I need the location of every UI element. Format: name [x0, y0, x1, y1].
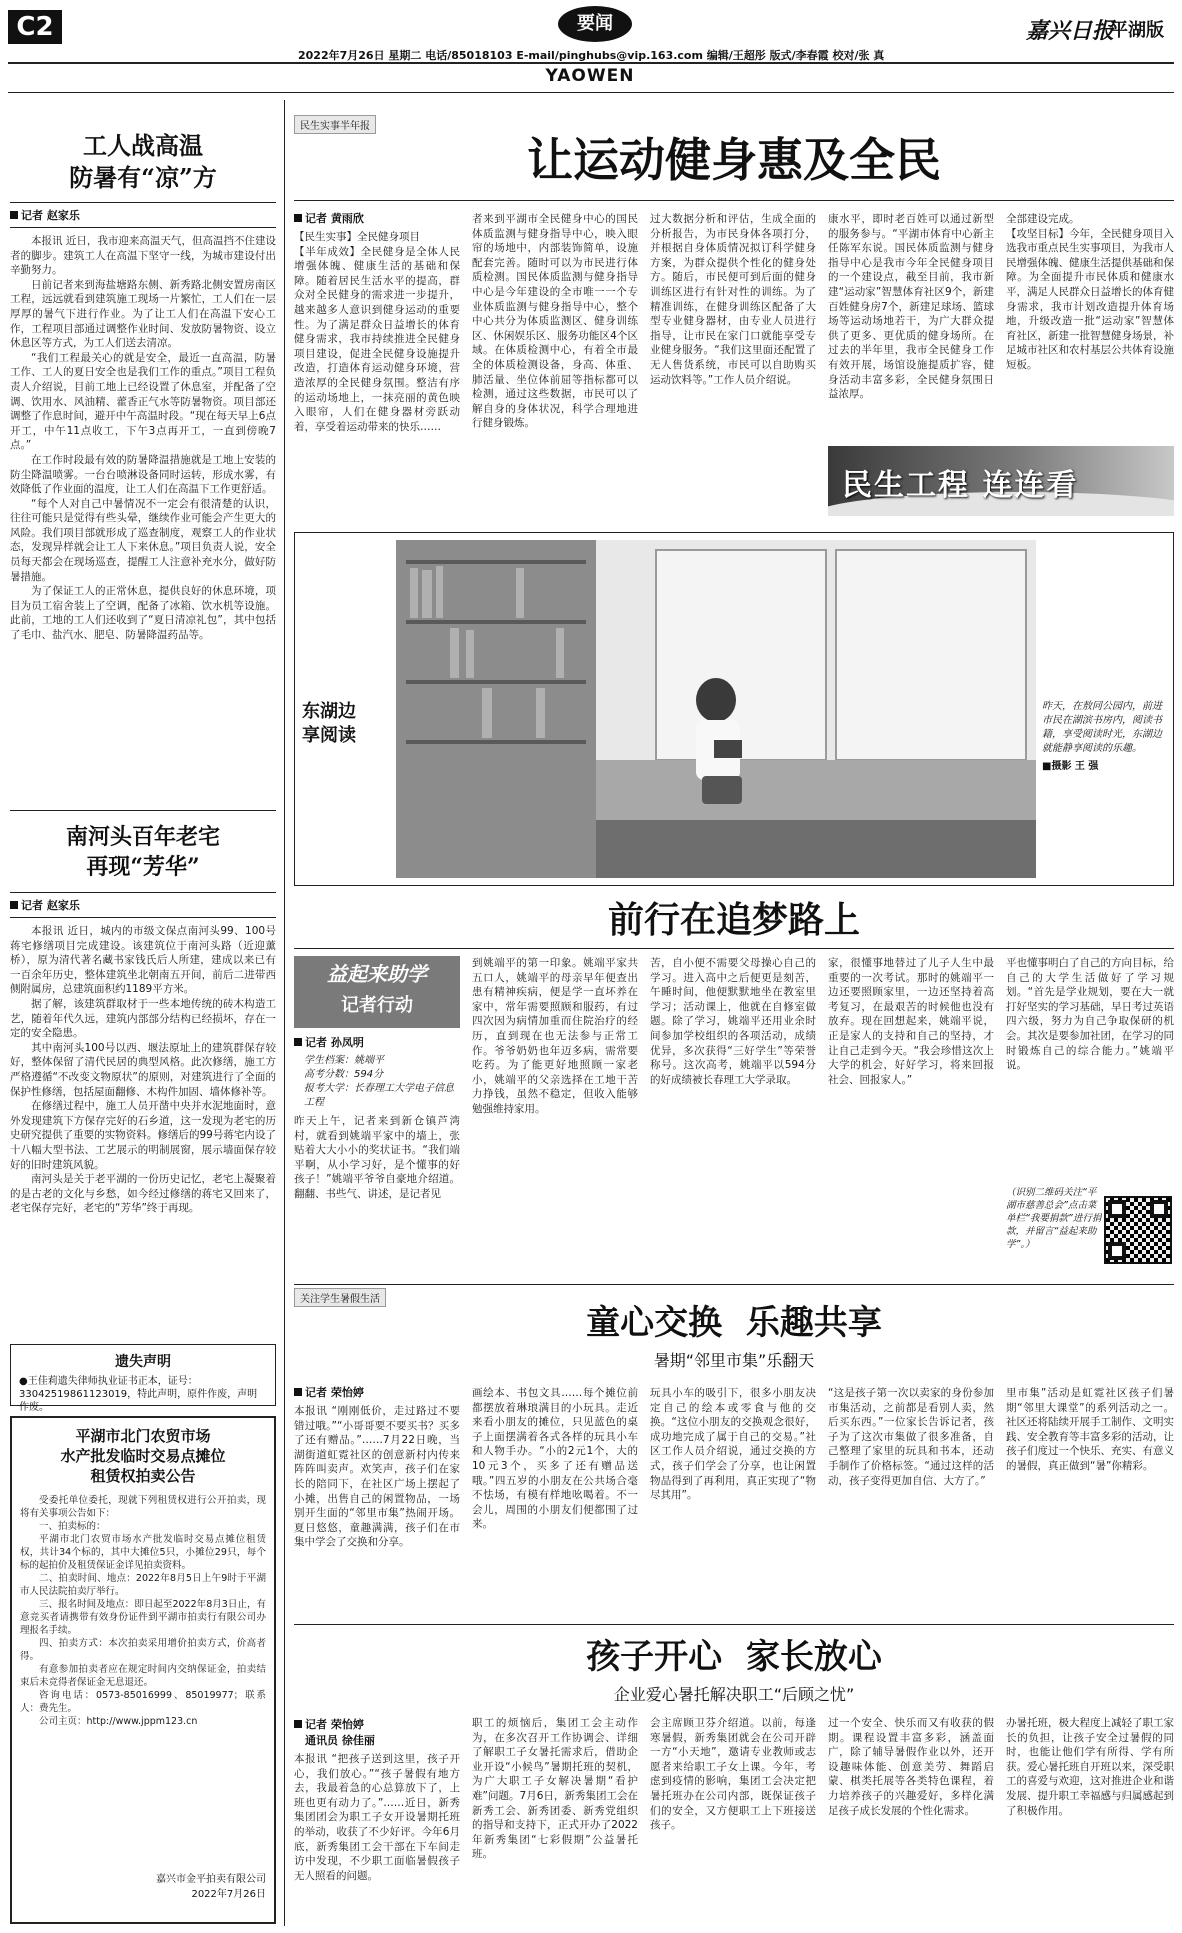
auction-notice-box	[10, 1416, 276, 1924]
article-dream-col4: 家，很懂事地替过了儿子人生中最重要的一次考试。那时的姚端平一边还要照顾家里，一边还坚持着高考复习，在最艰苦的时候他也没有放弃。现在回想起来，姚端平说，正是家人的支持和自己的坚持，才让自己走到今天。“我会珍惜这次上大学的机会，好好学习，将来回报社会、回报家人。”	[828, 957, 994, 1086]
article-care-col3: 会主席顾卫芬介绍道。以前，每逢寒暑假，新秀集团就会在公司开辟一方“小天地”，邀请专业教师或志愿者来给职工子女上课。今年，考虑到疫情的影响，集团工会决定把暑托班办在公司内部，既保证孩子们的安全，又方便职工上下班接送孩子。	[650, 1717, 816, 1832]
article-subtitle-market: 暑期“邻里市集”乐翻天	[653, 1351, 815, 1370]
article-title-fitness: 让运动健身惠及全民	[527, 133, 941, 187]
byline: 记者 荣怡婷	[294, 1384, 460, 1400]
article-4-rule	[294, 948, 1174, 949]
logo-line1: 益起来助学	[327, 962, 427, 986]
notice-title: 遗失声明	[115, 1354, 171, 1370]
qr-caption: （识别二维码关注“平湖市慈善总会”点击菜单栏“我要捐款”进行捐款，并留言“益起来助学”。）	[1006, 1187, 1102, 1250]
byline: 记者 赵家乐	[10, 897, 276, 913]
caption-text: 昨天，在敖同公园内，前进市民在湖滨书房内，阅读书籍，享受阅读时光，东湖边就能静享阅读的乐趣。	[1042, 701, 1162, 754]
article-title-dream: 前行在追梦路上	[607, 899, 860, 941]
article-dream-col5: 平也懂事明白了自己的方向目标，给自己的大学生活做好了学习规划。“首先是学业规划，要在大一就打好坚实的学习基础，早日考过英语四六级，努力为自己争取保研的机会。其次是要参加社团，在学习的同时锻炼自己的综合能力。”姚端平说。	[1006, 957, 1174, 1072]
article-fitness-col3: 过大数据分析和评估，生成全面的分析报告，为市民身体各项打分，并根据自身体质情况拟订科学健身方案，为群众提供个性化的健身处方。随后，市民便可到后面的健身训练区进行有针对性的训练。为了精准训练，在健身训练区配备了大型专业健身器材，由专业人员进行指导，让市民在家门口就能享受专业健身服务。“我们这里面还配置了无人售货系统，市民可以自助购买运动饮料等。”工作人员介绍说。	[650, 213, 816, 386]
section-en-label: YAOWEN	[545, 66, 635, 86]
article-body: 本报讯 “刚刚低价，走过路过不要错过哦。”“小哥哥要不要买书？买多了还有赠品。”……7月22日晚，当湖街道虹霓社区的创意新村内传来阵阵叫卖声。欢笑声，孩子们在家长的陪同下，在社区广场上摆起了小摊，出售自己的闲置物品，一场别开生面的“邻里市集”热闹开场。夏日悠悠，童趣满满，孩子们在市集中学会了交换和分享。	[294, 1405, 460, 1549]
section-badge: 要闻	[558, 6, 632, 42]
byline: 记者 荣怡婷	[294, 1716, 460, 1732]
edition-label: 平湖版	[1110, 20, 1164, 41]
article-body: 本报讯 近日，城内的市级文保点南河头99、100号蒋宅修缮项目完成建设。该建筑位于南河头路（近迎薰桥），原为清代著名藏书家钱氏后人所建，建成以来已有一百余年历史，整体建筑坐北朝南五开间，前后二进带西侧附属房，总建筑面积约1189平方米。 据了解，该建筑群取材于一些本地传统的砖木构造工艺，随着年代久远，建筑内部部分结构已经损坏，存在一定的安全隐患。 其中南河头100号以西、堰法原址上的建筑群保存较好，整体保留了清代民居的典型风格。此次修缮，施工方严格遵循“不改变文物原状”的原则，对建筑进行了全面的保护性修缮，包括屋面翻修、木构件加固、墙体修补等。 在修缮过程中，施工人员开凿中央并水泥地面时，意外发现建筑下方保存完好的石乡道，这一发现为老宅的历史研究提供了重要的实物资料。修缮后的99号蒋宅内设了十八幅大型书法、工艺展示的明制展窗，展示墙面保存较好的旧时建筑风貌。 南河头是关于老平湖的一份历史记忆，老宅上凝聚着的是古老的文化与乡愁，如今经过修缮的蒋宅又回来了，老宅保存完好，老宅的“芳华”终于再现。	[10, 925, 276, 1215]
qr-finder-tl	[1108, 1200, 1126, 1218]
left-divider-1	[10, 810, 276, 811]
photo-credit: ■摄影 王 强	[1042, 761, 1099, 772]
notice-text: ●王佳莉遗失律师执业证书正本，证号：33042519861123019，特此声明，原件作废，声明作废。	[19, 1376, 258, 1413]
charity-logo	[294, 956, 460, 1028]
article-market-col5: 里市集”活动是虹霓社区孩子们暑期“邻里大课堂”的系列活动之一。社区还将陆续开展手工制作、文明实践、安全教育等丰富多彩的活动，让孩子们度过一个快乐、充实、有意义的暑假，真正做到“暑”你精彩。	[1006, 1387, 1174, 1472]
byline: 记者 赵家乐	[10, 207, 276, 223]
article-workers-heat	[10, 130, 276, 820]
article-fitness-col1	[294, 206, 460, 516]
article-care-col4: 过一个安全、快乐而又有收获的假期。课程设置丰富多彩，涵盖面广，除了辅导暑假作业以外，还开设趣味体能、创意美劳、舞蹈启蒙、棋类托展等各类特色课程，着力培养孩子的兴趣爱好，多样化满足孩子成长发展的个性化需求。	[828, 1717, 994, 1817]
photo-illustration	[396, 540, 1036, 878]
divider	[10, 202, 276, 203]
photo-title-line2: 享阅读	[302, 725, 356, 746]
article-5-bottom-rule	[294, 1624, 1174, 1625]
article-fitness-col4: 康水平，即时老百姓可以通过新型的服务参与。“平湖市体育中心新主任陈军东说。国民体质监测与健身指导中心是我市今年全民健身项目的一个建设点，截至目前，我市新建“运动家”智慧体育社区9个，新建百姓健身房7个，新建足球场、篮球场等运动场地若干，为广大群众提供了更多、更优质的健身场所。在过去的半年里，我市全民健身工作有效开展，场馆设施提质扩容，健身活动丰富多彩，全民健身氛围日益浓厚。	[828, 213, 994, 401]
qr-finder-bl	[1108, 1242, 1126, 1260]
article-market-col2: 画绘本、书包文具……每个摊位前都摆放着琳琅满目的小玩具。走近来看小朋友的摊位，只见蓝色的桌子上面摆满着各式各样的玩具小车和人物手办。“小的2元1个，大的10元3个，买多了还有赠品送哦。”四五岁的小朋友在公共场合毫不怯场，有模有样地吆喝着。不一会儿，周围的小朋友们便都围了过来。	[472, 1387, 638, 1531]
article-body: 本报讯 “把孩子送到这里，孩子开心，我们放心。”“孩子暑假有地方去，我最着急的心总算放下了，上班也更有动力了。”……近日，新秀集团团会为职工子女开设暑期托班的举动，收获了不少好评。今年6月底，新秀集团工会干部在下车间走访中发现，不少职工面临暑假孩子无人照看的问题。	[294, 1753, 460, 1882]
article-title-market: 童心交换 乐趣共享	[586, 1303, 882, 1343]
photo-title	[302, 700, 392, 748]
brand-logo: 嘉兴日报	[1026, 18, 1115, 44]
article-4-bottom-rule	[294, 1284, 1174, 1285]
notice-date: 2022年7月26日	[191, 1889, 266, 1900]
article-subtitle-care: 企业爱心暑托解决职工“后顾之忧”	[613, 1685, 855, 1704]
article-title-line1: 南河头百年老宅	[65, 824, 220, 850]
section-tag-summer: 关注学生暑假生活	[294, 1288, 386, 1307]
article-body: 【民生实事】全民健身项目 【半年成效】全民健身是全体人民增强体魄、健康生活的基础和保障。随着居民生活水平的提高，群众对全民健身的需求进一步提升，越来越多人意识到健身运动的重要性。为了满足群众日益增长的体育健身需求，我市持续推进全民健身项目建设，促进全民健身设施提升改造，打造体育运动健身环境，营造浓厚的全民健身氛围。整洁有序的运动场地上，一抹亮丽的黄色映入眼帘，人们在健身器材旁跃动着，享受着运动带来的快乐……	[294, 231, 460, 433]
photo-caption	[1042, 700, 1168, 774]
left-column-divider	[284, 100, 285, 1926]
qr-code[interactable]	[1104, 1196, 1172, 1264]
masthead-rule	[8, 62, 1174, 64]
article-title-line2: 再现“芳华”	[86, 854, 200, 880]
article-market-col3: 玩具小车的吸引下，很多小朋友决定自己的绘本或零食与他的交换。“这位小朋友的交换观念很好，成功地完成了属于自己的交易。”社区工作人员介绍说，通过交换的方式，孩子们学会了分享，也让闲置物品得到了再利用，真正实现了“物尽其用”。	[650, 1387, 816, 1502]
divider	[10, 227, 276, 228]
divider	[10, 917, 276, 918]
article-old-house	[10, 822, 276, 1334]
masthead-rule-2	[8, 92, 1174, 93]
notice-title-line1: 平湖市北门农贸市场	[75, 1427, 211, 1445]
byline: 记者 孙凤明	[294, 1034, 460, 1050]
article-care-col5: 办暑托班，极大程度上减轻了职工家长的负担，让孩子安全过暑假的同时，也能让他们学有所得、学有所获。爱心暑托班自开班以来，深受职工的喜爱与欢迎，这对推进企业和谐发展、提升职工幸福感与归属感起到了积极作用。	[1006, 1717, 1174, 1817]
article-dream-col1	[294, 1030, 460, 1230]
qr-finder-tr	[1150, 1200, 1168, 1218]
article-3-rule	[294, 200, 1174, 201]
notice-body: 受委托单位委托，现就下列租赁权进行公开拍卖，现将有关事项公告如下： 一、拍卖标的： 平湖市北门农贸市场水产批发临时交易点摊位租赁权，共计34个标的，其中大摊位5只，小摊位29只，每个标的起拍价及租赁保证金详见拍卖资料。 二、拍卖时间、地点：2022年8月5日上午9时于平湖市人民法院拍卖厅举行。 三、报名时间及地点：即日起至2022年8月3日止，有意竞买者请携带有效身份证件到平湖市拍卖行有限公司办理报名手续。 四、拍卖方式：本次拍卖采用增价拍卖方式，价高者得。 有意参加拍卖者应在规定时间内交纳保证金，拍卖结束后未竞得者保证金无息退还。 咨询电话：0573-85016999、85019977；联系人：费先生。 公司主页：http://www.jppm123.cn	[20, 1495, 266, 1727]
student-profile: 学生档案：姚端平 高考分数：594分 报考大学：长春理工大学电子信息工程	[304, 1055, 454, 1108]
banner-text: 民生工程 连连看	[842, 468, 1079, 503]
logo-line2: 记者行动	[341, 995, 413, 1016]
byline: 记者 黄雨欣	[294, 210, 460, 226]
article-market-col1	[294, 1380, 460, 1622]
byline-2: 通讯员 徐佳丽	[305, 1734, 375, 1747]
article-dream-col3: 苦，自小便不需要父母操心自己的学习。进入高中之后便更是刻苦，午睡时间，他便默默地坐在教室里学习；活动课上，他就在自修室做题。除了学习，姚端平还用业余时间参加学校组织的各项活动，成绩优异，多次获得“三好学生”等荣誉称号。这次高考，姚端平以594分的好成绩被长春理工大学录取。	[650, 957, 816, 1086]
lost-notice-box	[10, 1344, 276, 1413]
page-number-badge: C2	[8, 10, 62, 44]
article-market-col4: “这是孩子第一次以卖家的身份参加市集活动，之前都是看别人卖，然后买东西。”一位家长告诉记者，孩子为了这次市集做了很多准备，自己整理了家里的玩具和书本，还动手制作了价格标签。“通过这样的活动，孩子变得更加自信、大方了。”	[828, 1387, 994, 1487]
article-care-col1	[294, 1712, 460, 1920]
article-title-care: 孩子开心 家长放心	[586, 1637, 882, 1677]
article-fitness-col2: 者来到平湖市全民健身中心的国民体质监测与健身指导中心，映入眼帘的场地中，内部装饰简单，设施配套完善。随时可以为市民进行体质检测。国民体质监测与健身指导中心是今年建设的全市唯一一个专业体质监测与健身指导中心，整个中心共分为体质监测区、健身训练区、休闲娱乐区、服务功能区4个区域。在体质检测中心，有着全市最全的体质检测设备，身高、体重、肺活量、坐位体前屈等指标都可以检测，通过这些数据，市民可以了解自身的身体状况，科学合理地进行健身锻炼。	[472, 213, 638, 430]
reading-room-photo	[396, 540, 1036, 878]
article-title-line2: 防暑有“凉”方	[69, 163, 217, 192]
divider	[10, 892, 276, 893]
photo-title-line1: 东湖边	[302, 701, 356, 722]
notice-sign: 嘉兴市金平拍卖有限公司	[156, 1874, 266, 1885]
article-care-col2: 职工的烦恼后，集团工会主动作为，在多次召开工作协调会、详细了解职工子女暑托需求后，借助企业开设“小候鸟”暑期托班的契机，为广大职工子女解决暑期“看护难”问题。7月6日，新秀集团工会在新秀工会、新秀团委、新秀党组织的指导和支持下，正式开办了2022年新秀集团“七彩假期”公益暑托班。	[472, 1717, 638, 1861]
article-body: 本报讯 近日，我市迎来高温天气，但高温挡不住建设者的脚步。建筑工人在高温下坚守一线，为城市建设付出辛勤努力。 日前记者来到海盐塘路东侧、新秀路北侧安置房南区工程，远远就看到建筑施工现场一片繁忙，工人们在一层厚厚的暑气下进行作业。为了让工人们在高温下安心工作，工程项目部通过调整作业时间、发放防暑物资、设立休息区等方式，为工人们送去清凉。 “我们工程最关心的就是安全，最近一直高温，防暑工作、工人的夏日安全也是我们工作的重点。”项目工程负责人介绍说，目前工地上已经设置了休息室，并配备了空调、饮用水、风油精、藿香正气水等防暑物资。项目部还调整了作息时间，避开中午高温时段。“现在每天早上6点开工，中午11点收工，下午3点再开工，一直到傍晚7点。” 在工作时段最有效的防暑降温措施就是工地上安装的防尘降温喷雾。一台台喷淋设备同时运转，形成水雾，有效降低了作业面的温度，让工人们在高温下工作更舒适。 “每个人对自己中暑情况不一定会有很清楚的认识，往往可能只是觉得有些头晕，继续作业可能会产生更大的风险。我们项目部就形成了巡查制度，观察工人的作业状态，发现异样就会让工人下来休息。”项目负责人说，安全员每天都会在现场巡查，提醒工人注意补充水分，做好防暑措施。 为了保证工人的正常休息，提供良好的休息环境，项目为员工宿舍装上了空调，配备了冰箱、饮水机等设施。此前，工地的工人们还收到了“夏日清凉礼包”，其中包括了毛巾、盐汽水、肥皂、防暑降温药品等。	[10, 235, 276, 642]
livelihood-banner	[828, 446, 1174, 516]
notice-title-line2: 水产批发临时交易点摊位	[60, 1447, 226, 1465]
masthead-meta: 2022年7月26日 星期二 电话/85018103 E-mail/pinghubs@vip.163.com 编辑/王超彤 版式/李春霞 校对/张 真	[298, 49, 885, 62]
article-dream-col2: 到姚端平的第一印象。姚端平家共五口人，姚端平的母亲早年便查出患有精神疾病，便是学一直坏养在家中，常年需要照顾和服药，有过四次因为病情加重而住院治疗的经历，直到现在也无法参与正常工作。爷爷奶奶也年迈多病，需常要吃药。为了能更好地照顾一家老小，姚端平的父亲选择在工地干苦力挣钱，虽然不稳定，但收入能够勉强维持家用。	[472, 957, 638, 1115]
notice-title-line3: 租赁权拍卖公告	[90, 1467, 196, 1485]
article-title-line1: 工人战高温	[83, 131, 203, 160]
article-body: 昨天上午，记者来到新仓镇芦湾村，就看到姚端平家中的墙上，张贴着大大小小的奖状证书。“我们端平啊，从小学习好，是个懂事的好孩子！”姚端平爷爷自豪地介绍道。翻翻、书些气、讲述，是记者见	[294, 1115, 460, 1200]
article-fitness-col5: 全部建设完成。 【攻坚目标】今年，全民健身项目入选我市重点民生实事项目，为我市人民增强体魄、健康生活提供基础和保障。为全面提升市民体质和健康水平，满足人民群众日益增长的体育健身需求，我市计划改造提升体育场地，升级改造一批“运动家”智慧体育社区，新建一批智慧健身场景，补足城市社区和农村基层公共体育设施短板。	[1006, 213, 1174, 371]
section-tag-livelihood: 民生实事半年报	[294, 115, 376, 134]
